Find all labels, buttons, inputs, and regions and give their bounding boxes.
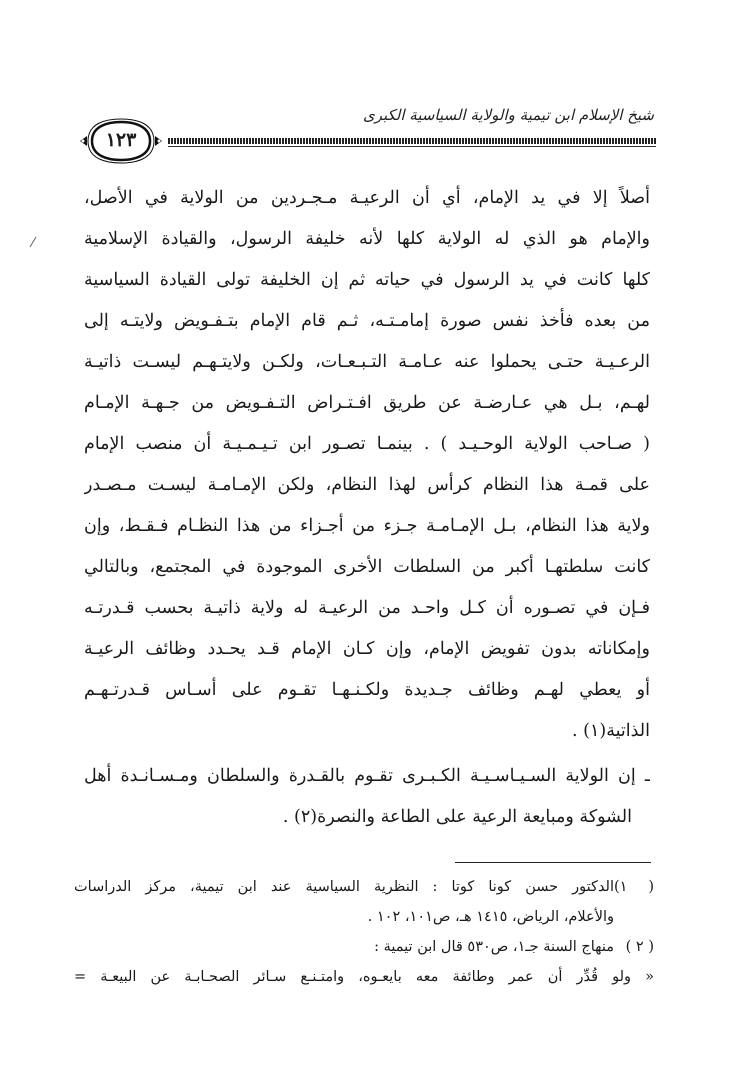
text-line: والإمام هو الذي له الولاية كلها لأنه خليفة الرسول، والقيادة الإسلامية xyxy=(84,229,650,249)
bullet-line: ـ إن الولاية السـيـاسـيـة الكـبـرى تقـوم بالقـدرة والسلطان ومـسـانـدة أهل xyxy=(84,766,650,786)
text-line: ولاية هذا النظام، بـل الإمـامـة جـزء من أجـزاء من هذا النظـام فـقـط، وإن xyxy=(84,516,650,536)
body-text xyxy=(84,178,650,838)
footnote-text: منهاج السنة جـ١، ص٥٣٠ قال ابن تيمية : xyxy=(374,939,614,955)
footnote-number: ( ١) xyxy=(614,879,654,895)
page-number-badge xyxy=(78,118,164,164)
footnote-1-cont: والأعلام، الرياض، ١٤١٥ هـ، ص١٠١، ١٠٢ . xyxy=(367,909,614,925)
footnote-quote: « ولو قُدِّر أن عمر وطائفة معه بايعـوه، وامتـنـع سـائر الصحـابـة عن البيعـة = xyxy=(74,969,654,985)
text-line: أو يعطي لهـم وظائف جـديدة ولكـنـهـا تقـوم على أسـاس قـدرتـهـم xyxy=(84,680,650,700)
text-line: كلها كانت في يد الرسول في حياته ثم إن الخليفة تولى القيادة السياسية xyxy=(84,270,650,290)
text-line: كانت سلطتهـا أكبر من السلطات الأخرى الموجودة في المجتمع، وبالتالي xyxy=(84,557,650,577)
footnote-text: الدكتور حسن كونا كوتا : النظرية السياسية عند ابن تيمية، مركز الدراسات xyxy=(74,879,614,895)
footnote-separator xyxy=(455,862,651,863)
text-line: وإمكاناته بدون تفويض الإمام، وإن كـان الإمام قـد يحـدد وظائف الرعيـة xyxy=(84,639,650,659)
header-rule-thin xyxy=(168,146,656,147)
text-line: من بعده فأخذ نفس صورة إمامـتـه، ثـم قام الإمام بتـفـويض ولايتـه إلى xyxy=(84,311,650,331)
header-rule xyxy=(168,138,656,144)
footnote-1 xyxy=(74,872,654,902)
bullet-paragraph xyxy=(84,756,650,838)
text-line: ( صـاحب الولاية الوحـيـد ) . بينمـا تصـور ابن تـيـمـيـة أن منصب الإمام xyxy=(84,434,650,454)
page-number: ١٢٣ xyxy=(105,129,137,151)
bullet-line-last: الشوكة ومبايعة الرعية على الطاعة والنصرة(٢) . xyxy=(282,807,632,827)
text-line: الرعـيـة حتـى يحملوا عنه عـامـة التـبـعـات، ولكـن ولايتـهـم ليسـت ذاتيـة xyxy=(84,352,650,372)
footnote-number: ( ٢ ) xyxy=(625,939,654,955)
footnote-2 xyxy=(74,932,654,962)
margin-pencil-mark xyxy=(28,236,38,248)
text-line: فـإن في تصـوره أن كـل واحـد من الرعيـة له ولاية ذاتيـة بحسب قـدرتـه xyxy=(84,598,650,618)
text-line: على قمـة هذا النظام كرأس لهذا النظام، ولكن الإمـامـة ليسـت مـصـدر xyxy=(84,475,650,495)
running-title: شيخ الإسلام ابن تيمية والولاية السياسية الكبرى xyxy=(362,106,654,124)
text-line-last: الذاتية(١) . xyxy=(572,721,650,741)
text-line: أصلاً إلا في يد الإمام، أي أن الرعيـة مـجـردين من الولاية في الأصل، xyxy=(84,188,650,208)
footnotes xyxy=(74,872,654,992)
text-line: لهـم، بـل هي عـارضـة عن طريق افـتـراض التـفـويض من جـهـة الإمـام xyxy=(84,393,650,413)
